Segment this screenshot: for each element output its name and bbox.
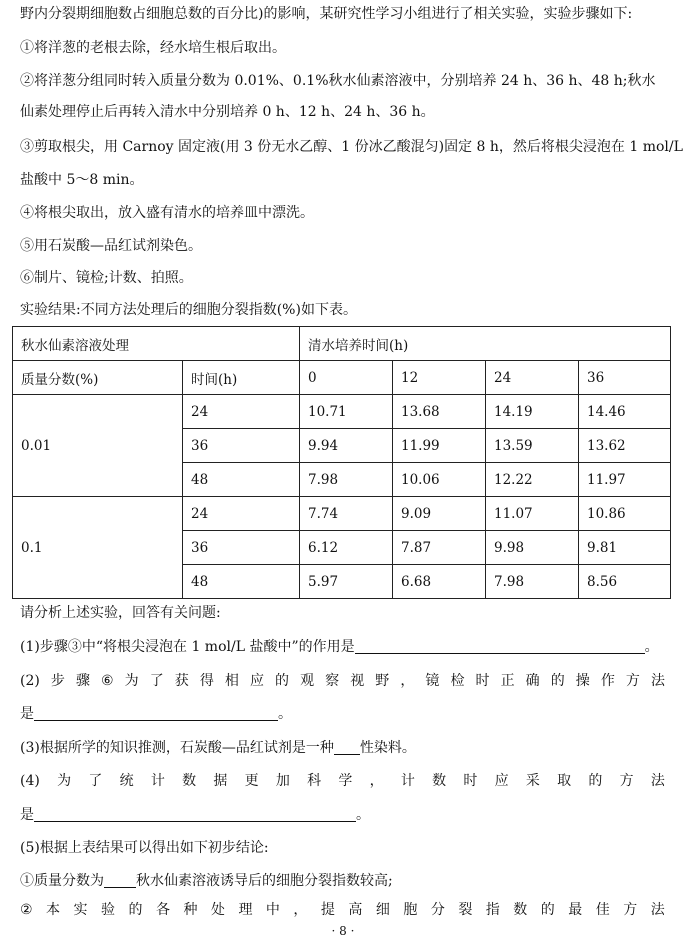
char: ，	[293, 902, 308, 918]
char: 得	[199, 673, 214, 689]
char: 细	[375, 902, 390, 918]
char: 法	[650, 773, 665, 789]
step-4: ④将根尖取出，放入盛有清水的培养皿中漂洗。	[20, 205, 314, 221]
char: 的	[275, 673, 290, 689]
char: (2)	[20, 673, 40, 689]
conclusion-1-text-end: 秋水仙素溶液诱导后的细胞分裂指数较高;	[136, 873, 393, 889]
char: 的	[128, 902, 143, 918]
question-1-text: (1)步骤③中“将根尖浸泡在 1 mol/L 盐酸中”的作用是	[20, 639, 355, 655]
char: 法	[650, 673, 665, 689]
step-5: ⑤用石炭酸—品红试剂染色。	[20, 238, 202, 254]
question-1	[20, 637, 659, 657]
table-cell: 14.19	[486, 395, 579, 429]
char: 分	[430, 902, 445, 918]
char: 数	[182, 773, 197, 789]
table-cell: 11.97	[579, 463, 671, 497]
table-cell: 9.81	[579, 531, 671, 565]
question-2-line-2	[20, 704, 292, 724]
char: 实	[73, 902, 88, 918]
table-cell: 13.68	[393, 395, 486, 429]
char: 加	[275, 773, 290, 789]
mass-0-1: 0.1	[13, 497, 183, 599]
char: 计	[400, 773, 415, 789]
table-cell: 9.98	[486, 531, 579, 565]
char: 获	[174, 673, 189, 689]
intro-line-0: 野内分裂期细胞数占细胞总数的百分比)的影响，某研究性学习小组进行了相关实验，实验步骤如下:	[20, 6, 633, 22]
table-cell: 9.09	[393, 497, 486, 531]
table-cell: 12.22	[486, 463, 579, 497]
table-cell: 5.97	[300, 565, 393, 599]
char: 数	[513, 902, 528, 918]
char: ②	[20, 902, 33, 918]
answer-blank[interactable]	[104, 873, 136, 888]
answer-blank[interactable]	[34, 706, 278, 721]
page-number: · 8 ·	[331, 924, 355, 938]
char: 佳	[595, 902, 610, 918]
header-col-12: 12	[393, 361, 486, 395]
answer-blank[interactable]	[355, 639, 645, 654]
table-header-row	[13, 327, 671, 361]
result-caption: 实验结果:不同方法处理后的细胞分裂指数(%)如下表。	[20, 302, 357, 318]
char: 了	[149, 673, 164, 689]
table-cell: 48	[183, 565, 300, 599]
char: 据	[213, 773, 228, 789]
table-cell: 24	[183, 395, 300, 429]
char: 胞	[403, 902, 418, 918]
table-cell: 48	[183, 463, 300, 497]
char: 为	[124, 673, 139, 689]
char: ，	[369, 773, 384, 789]
table-cell: 10.71	[300, 395, 393, 429]
char: 的	[550, 673, 565, 689]
mass-0-01: 0.01	[13, 395, 183, 497]
cell-division-index-table	[12, 326, 671, 599]
conclusion-1-text: ①质量分数为	[20, 873, 104, 889]
table-cell: 7.87	[393, 531, 486, 565]
table-cell: 13.62	[579, 429, 671, 463]
table-row	[13, 497, 671, 531]
char: 是	[20, 807, 34, 823]
char: 法	[650, 902, 665, 918]
char: 计	[150, 773, 165, 789]
question-2-line-1	[20, 671, 665, 691]
char: 科	[307, 773, 322, 789]
period: 。	[278, 706, 292, 722]
char: 为	[57, 773, 72, 789]
table-cell: 10.86	[579, 497, 671, 531]
header-water-culture-time: 清水培养时间(h)	[300, 327, 671, 361]
char: 取	[557, 773, 572, 789]
char: 时	[463, 773, 478, 789]
table-cell: 7.98	[486, 565, 579, 599]
question-5: (5)根据上表结果可以得出如下初步结论:	[20, 840, 269, 856]
char: 采	[525, 773, 540, 789]
char: 了	[88, 773, 103, 789]
step-2-line-1: ②将洋葱分组同时转入质量分数为 0.01%、0.1%秋水仙素溶液中，分别培养 24 h、36 h、48 h;秋水	[20, 73, 656, 89]
char: 处	[210, 902, 225, 918]
char: 裂	[458, 902, 473, 918]
char: 作	[600, 673, 615, 689]
table-cell: 6.68	[393, 565, 486, 599]
question-5-conclusion-1	[20, 871, 393, 891]
header-col-0: 0	[300, 361, 393, 395]
table-cell: 7.74	[300, 497, 393, 531]
char: 学	[338, 773, 353, 789]
answer-blank[interactable]	[34, 807, 356, 822]
char: 方	[619, 773, 634, 789]
question-4-line-2	[20, 805, 370, 825]
char: 确	[525, 673, 540, 689]
question-3-text: (3)根据所学的知识推测，石炭酸—品红试剂是一种	[20, 740, 334, 756]
char: 中	[265, 902, 280, 918]
table-cell: 6.12	[300, 531, 393, 565]
char: 最	[568, 902, 583, 918]
table-cell: 10.06	[393, 463, 486, 497]
char: 观	[300, 673, 315, 689]
table-cell: 36	[183, 531, 300, 565]
char: 骤	[75, 673, 90, 689]
table-cell: 8.56	[579, 565, 671, 599]
question-3-text-end: 性染料。	[359, 740, 416, 756]
char: 时	[475, 673, 490, 689]
table-cell: 11.99	[393, 429, 486, 463]
question-5-conclusion-2	[20, 900, 665, 920]
period: 。	[356, 807, 370, 823]
step-6: ⑥制片、镜检;计数、拍照。	[20, 270, 193, 286]
step-3-line-2: 盐酸中 5～8 min。	[20, 172, 144, 188]
char: 正	[500, 673, 515, 689]
header-colchicine-treatment: 秋水仙素溶液处理	[13, 327, 300, 361]
header-col-36: 36	[579, 361, 671, 395]
char: ，	[400, 673, 415, 689]
table-cell: 11.07	[486, 497, 579, 531]
char: 指	[485, 902, 500, 918]
question-3	[20, 738, 416, 758]
char: (4)	[20, 773, 40, 789]
char: 提	[320, 902, 335, 918]
char: 是	[20, 706, 34, 722]
char: 数	[432, 773, 447, 789]
char: 种	[183, 902, 198, 918]
char: 方	[625, 673, 640, 689]
char: 理	[238, 902, 253, 918]
step-3-line-1: ③剪取根尖，用 Carnoy 固定液(用 3 份无水乙醇、1 份冰乙酸混匀)固定 8 h，然后将根尖浸泡在 1 mol/L	[20, 139, 683, 155]
table-cell: 9.94	[300, 429, 393, 463]
char: 野	[375, 673, 390, 689]
table-subheader-row	[13, 361, 671, 395]
table-cell: 24	[183, 497, 300, 531]
char: 镜	[425, 673, 440, 689]
header-col-24: 24	[486, 361, 579, 395]
char: 验	[101, 902, 116, 918]
char: 步	[50, 673, 65, 689]
answer-blank[interactable]	[334, 740, 360, 755]
char: 视	[350, 673, 365, 689]
char: 统	[119, 773, 134, 789]
char: 各	[155, 902, 170, 918]
char: 更	[244, 773, 259, 789]
char: 相	[224, 673, 239, 689]
char: ⑥	[101, 673, 114, 689]
question-4-line-1	[20, 771, 665, 791]
char: 察	[325, 673, 340, 689]
table-cell: 14.46	[579, 395, 671, 429]
char: 应	[494, 773, 509, 789]
period: 。	[644, 639, 659, 655]
char: 应	[249, 673, 264, 689]
char: 高	[348, 902, 363, 918]
header-mass-fraction: 质量分数(%)	[13, 361, 183, 395]
table-cell: 13.59	[486, 429, 579, 463]
char: 的	[540, 902, 555, 918]
step-1: ①将洋葱的老根去除，经水培生根后取出。	[20, 40, 286, 56]
char: 方	[623, 902, 638, 918]
table-row	[13, 395, 671, 429]
table-cell: 36	[183, 429, 300, 463]
header-time: 时间(h)	[183, 361, 300, 395]
char: 检	[450, 673, 465, 689]
char: 本	[46, 902, 61, 918]
step-2-line-2: 仙素处理停止后再转入清水中分别培养 0 h、12 h、24 h、36 h。	[20, 104, 435, 120]
table-cell: 7.98	[300, 463, 393, 497]
char: 操	[575, 673, 590, 689]
char: 的	[588, 773, 603, 789]
questions-intro: 请分析上述实验，回答有关问题:	[20, 605, 221, 621]
